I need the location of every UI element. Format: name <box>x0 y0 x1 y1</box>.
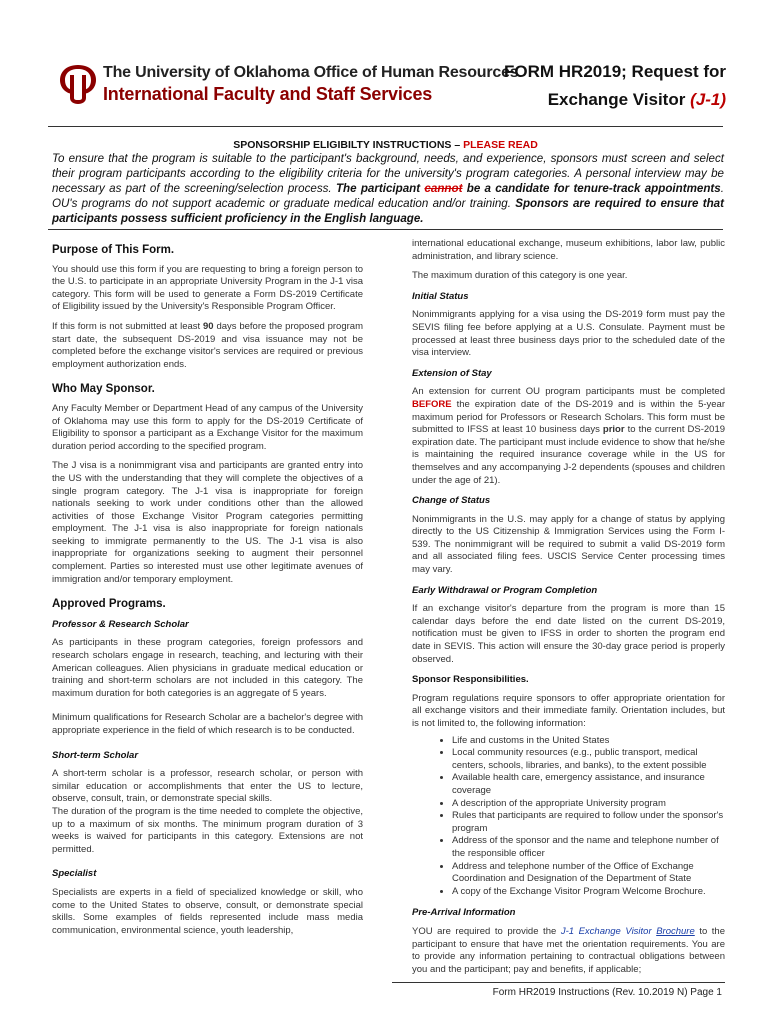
brochure-link-text[interactable]: J-1 Exchange Visitor <box>560 925 652 937</box>
change-status-paragraph: Nonimmigrants in the U.S. may apply for a change of status by applying directly to the US Citizenship & Immigration Services using the Form I-539. The nonimmigrant will be required to submit a valid DS-2019 form and all associated filing fees. USCIS Service Center processing times may vary. <box>412 513 725 576</box>
purpose-p2-a: If this form is not submitted at least <box>52 320 201 332</box>
org-name-line1: The University of Oklahoma Office of Human Resources <box>103 64 519 81</box>
pre-arrival-paragraph <box>412 926 725 976</box>
form-title-exchange: Exchange Visitor <box>547 90 686 109</box>
extension-paragraph <box>412 386 725 487</box>
footer-divider <box>392 982 725 983</box>
extension-p-a: An extension for current OU program participants must be completed <box>412 386 725 398</box>
short-term-paragraph-2: The duration of the program is the time needed to complete the objective, up to a maximum of six months. The minimum program duration of 3 weeks is waived for participants in this category. Extensions are not permitted. <box>52 805 363 855</box>
instructions-heading <box>48 139 723 151</box>
extension-p-c: to the current DS-2019 expiration date. The participant must include evidence to show that he/she is maintaining the required insurance coverage while in the US for themselves and any accompanying J-2 dependents (spouses and children under the age of 21). <box>412 424 726 486</box>
sponsor-paragraph-2: The J visa is a nonimmigrant visa and participants are granted entry into the US with the understanding that they will complete the objectives of a single program category. The J-1 visa is inappropriate for foreign nationals seeking to work under conditions other than the allowed activities of those Exchange Visitor Program categories permitting employment. The J-1 visa is also inappropriate for foreign nationals seeking to immigrate permanently to the US. The J-1 visa is also inappropriate for organizations seeking to augment their personnel complement. Parties so interested must use other legitimate avenues of immigration and/or temporary employment. <box>52 460 363 585</box>
instructions-divider <box>48 229 723 230</box>
please-read-label: PLEASE READ <box>463 139 538 151</box>
instructions-heading-text: SPONSORSHIP ELIGIBILTY INSTRUCTIONS – <box>233 139 461 151</box>
form-title-line2 <box>548 90 726 110</box>
brochure-link-underlined[interactable]: Brochure <box>656 925 695 937</box>
specialist-heading: Specialist <box>52 868 97 880</box>
purpose-paragraph-2 <box>52 321 363 371</box>
specialist-continued: international educational exchange, museum exhibitions, labor law, public administration, and library science. <box>412 238 725 262</box>
list-item: • A copy of the Exchange Visitor Program Welcome Brochure. <box>452 886 725 899</box>
form-title-j1: (J-1) <box>690 90 726 109</box>
sponsor-responsibilities-heading: Sponsor Responsibilities. <box>412 674 529 686</box>
early-withdrawal-heading: Early Withdrawal or Program Completion <box>412 584 598 596</box>
pre-arrival-p-a: YOU are required to provide the <box>412 925 557 937</box>
instructions-text-2: . OU's programs do not support academic or graduate medical education and/or training. <box>52 182 724 210</box>
header-divider <box>48 126 723 127</box>
list-item: • Rules that participants are required to follow under the sponsor's program <box>452 810 725 835</box>
sponsor-responsibilities-paragraph: Program regulations require sponsors to offer appropriate orientation for all exchange visitors and their immediate family. Orientation includes, but is not limited to, the following information: <box>412 692 725 729</box>
instructions-bold-3: Sponsors are required to ensure that participants possess sufficient proficiency in the English language. <box>52 197 724 225</box>
instructions-strike: cannot <box>424 182 463 195</box>
extension-heading: Extension of Stay <box>412 367 492 379</box>
programs-heading: Approved Programs. <box>52 598 166 611</box>
specialist-duration: The maximum duration of this category is one year. <box>412 270 628 282</box>
initial-status-heading: Initial Status <box>412 290 469 302</box>
instructions-bold-2: be a candidate for tenure-track appointments <box>466 182 721 195</box>
form-title-line1: FORM HR2019; Request for <box>504 62 726 81</box>
pre-arrival-p-b: to the participant to ensure that have met the orientation requirements. You are to provide any information pertaining to contractual obligations between you and the participant; pay and benefits, if applicable; <box>412 925 726 975</box>
list-item: • Local community resources (e.g., public transport, medical centers, schools, libraries, and banks), to the extent possible <box>452 747 725 772</box>
professor-paragraph-2: Minimum qualifications for Research Scholar are a bachelor's degree with appropriate experience in the field of which research is to be conducted. <box>52 712 363 736</box>
short-term-paragraph-1: A short-term scholar is a professor, research scholar, or person with similar education or accomplishments that enter the US to lecture, observe, consult, train, or demonstrate special skills. <box>52 768 363 805</box>
instructions-body <box>52 151 724 226</box>
professor-heading: Professor & Research Scholar <box>52 618 189 630</box>
list-item: • Address of the sponsor and the name and telephone number of the responsible officer <box>452 835 725 860</box>
extension-p-b: the expiration date of the DS-2019 and is within the 5-year maximum period for Professors or Research Scholars. This form must be submitted to IFSS at least 10 business days <box>412 398 725 436</box>
brochure-link[interactable] <box>561 926 695 937</box>
purpose-paragraph-1: You should use this form if you are requesting to bring a foreign person to the U.S. to participate in an appropriate University Program in the J-1 visa category. This form will be used to generate a Form DS-2019 Certificate of Eligibility issued by the University's Responsible Program Officer. <box>52 263 363 313</box>
org-name-line2: International Faculty and Staff Services <box>103 84 433 104</box>
sponsor-heading: Who May Sponsor. <box>52 383 155 396</box>
professor-paragraph-1: As participants in these program categories, foreign professors and research scholars engage in research, teaching, and lecturing with their American colleagues. Alien physicians in graduate medical education or training and short-term scholars are not included in this category. The maximum duration for both categories is an aggregate of 5 years. <box>52 637 363 699</box>
purpose-p2-c: days before the proposed program start date, the subsequent DS-2019 and visa issuance may not be completed before the exchange visitor's services are required or previous employment authorization ends. <box>52 320 363 370</box>
list-item: • Available health care, emergency assistance, and insurance coverage <box>452 772 725 797</box>
initial-status-paragraph: Nonimmigrants applying for a visa using the DS-2019 form must pay the SEVIS filing fee before applying at a U.S. Consulate. Payment must be processed at least three business days prior to the scheduled date of the visa interview. <box>412 309 725 359</box>
extension-before: BEFORE <box>412 398 452 410</box>
purpose-days: 90 <box>203 320 214 332</box>
ou-logo-icon <box>56 62 100 106</box>
list-item: • Life and customs in the United States <box>452 735 725 748</box>
pre-arrival-heading: Pre-Arrival Information <box>412 907 516 919</box>
early-withdrawal-paragraph: If an exchange visitor's departure from the program is more than 15 calendar days before the end date listed on the current DS-2019, notification must be given to IFSS in order to shorten the program end date in SEVIS. This action will ensure the 30-day grace period is properly observed. <box>412 603 725 665</box>
left-column <box>52 238 363 944</box>
specialist-paragraph: Specialists are experts in a field of specialized knowledge or skill, who come to the United States to observe, consult, or demonstrate special skills. Some examples of fields represented include mass media communication, environmental science, youth leadership, <box>52 886 363 936</box>
instructions-bold-1: The participant <box>335 182 421 195</box>
right-column <box>412 238 725 983</box>
page-footer: Form HR2019 Instructions (Rev. 10.2019 N) Page 1 <box>492 987 722 998</box>
extension-prior: prior <box>602 424 625 436</box>
change-status-heading: Change of Status <box>412 495 491 507</box>
short-term-heading: Short-term Scholar <box>52 749 139 761</box>
list-item: • Address and telephone number of the Office of Exchange Coordination and Designation of the Department of State <box>452 861 725 886</box>
list-item: • A description of the appropriate University program <box>452 798 725 811</box>
sponsor-paragraph-1: Any Faculty Member or Department Head of any campus of the University of Oklahoma may use this form to apply for the DS-2019 Certificate of Eligibility to sponsor a participant as a Exchange Visitor for the maximum duration period according to the specified program. <box>52 402 363 452</box>
purpose-heading: Purpose of This Form. <box>52 244 175 256</box>
orientation-list <box>412 735 725 899</box>
instructions-text-1: To ensure that the program is suitable to the participant's background, needs, and experience, sponsors must screen and select their program participants according to the eligibility criteria for the university's program categories. A personal interview may be necessary as part of the screening/selection process. <box>52 152 724 195</box>
